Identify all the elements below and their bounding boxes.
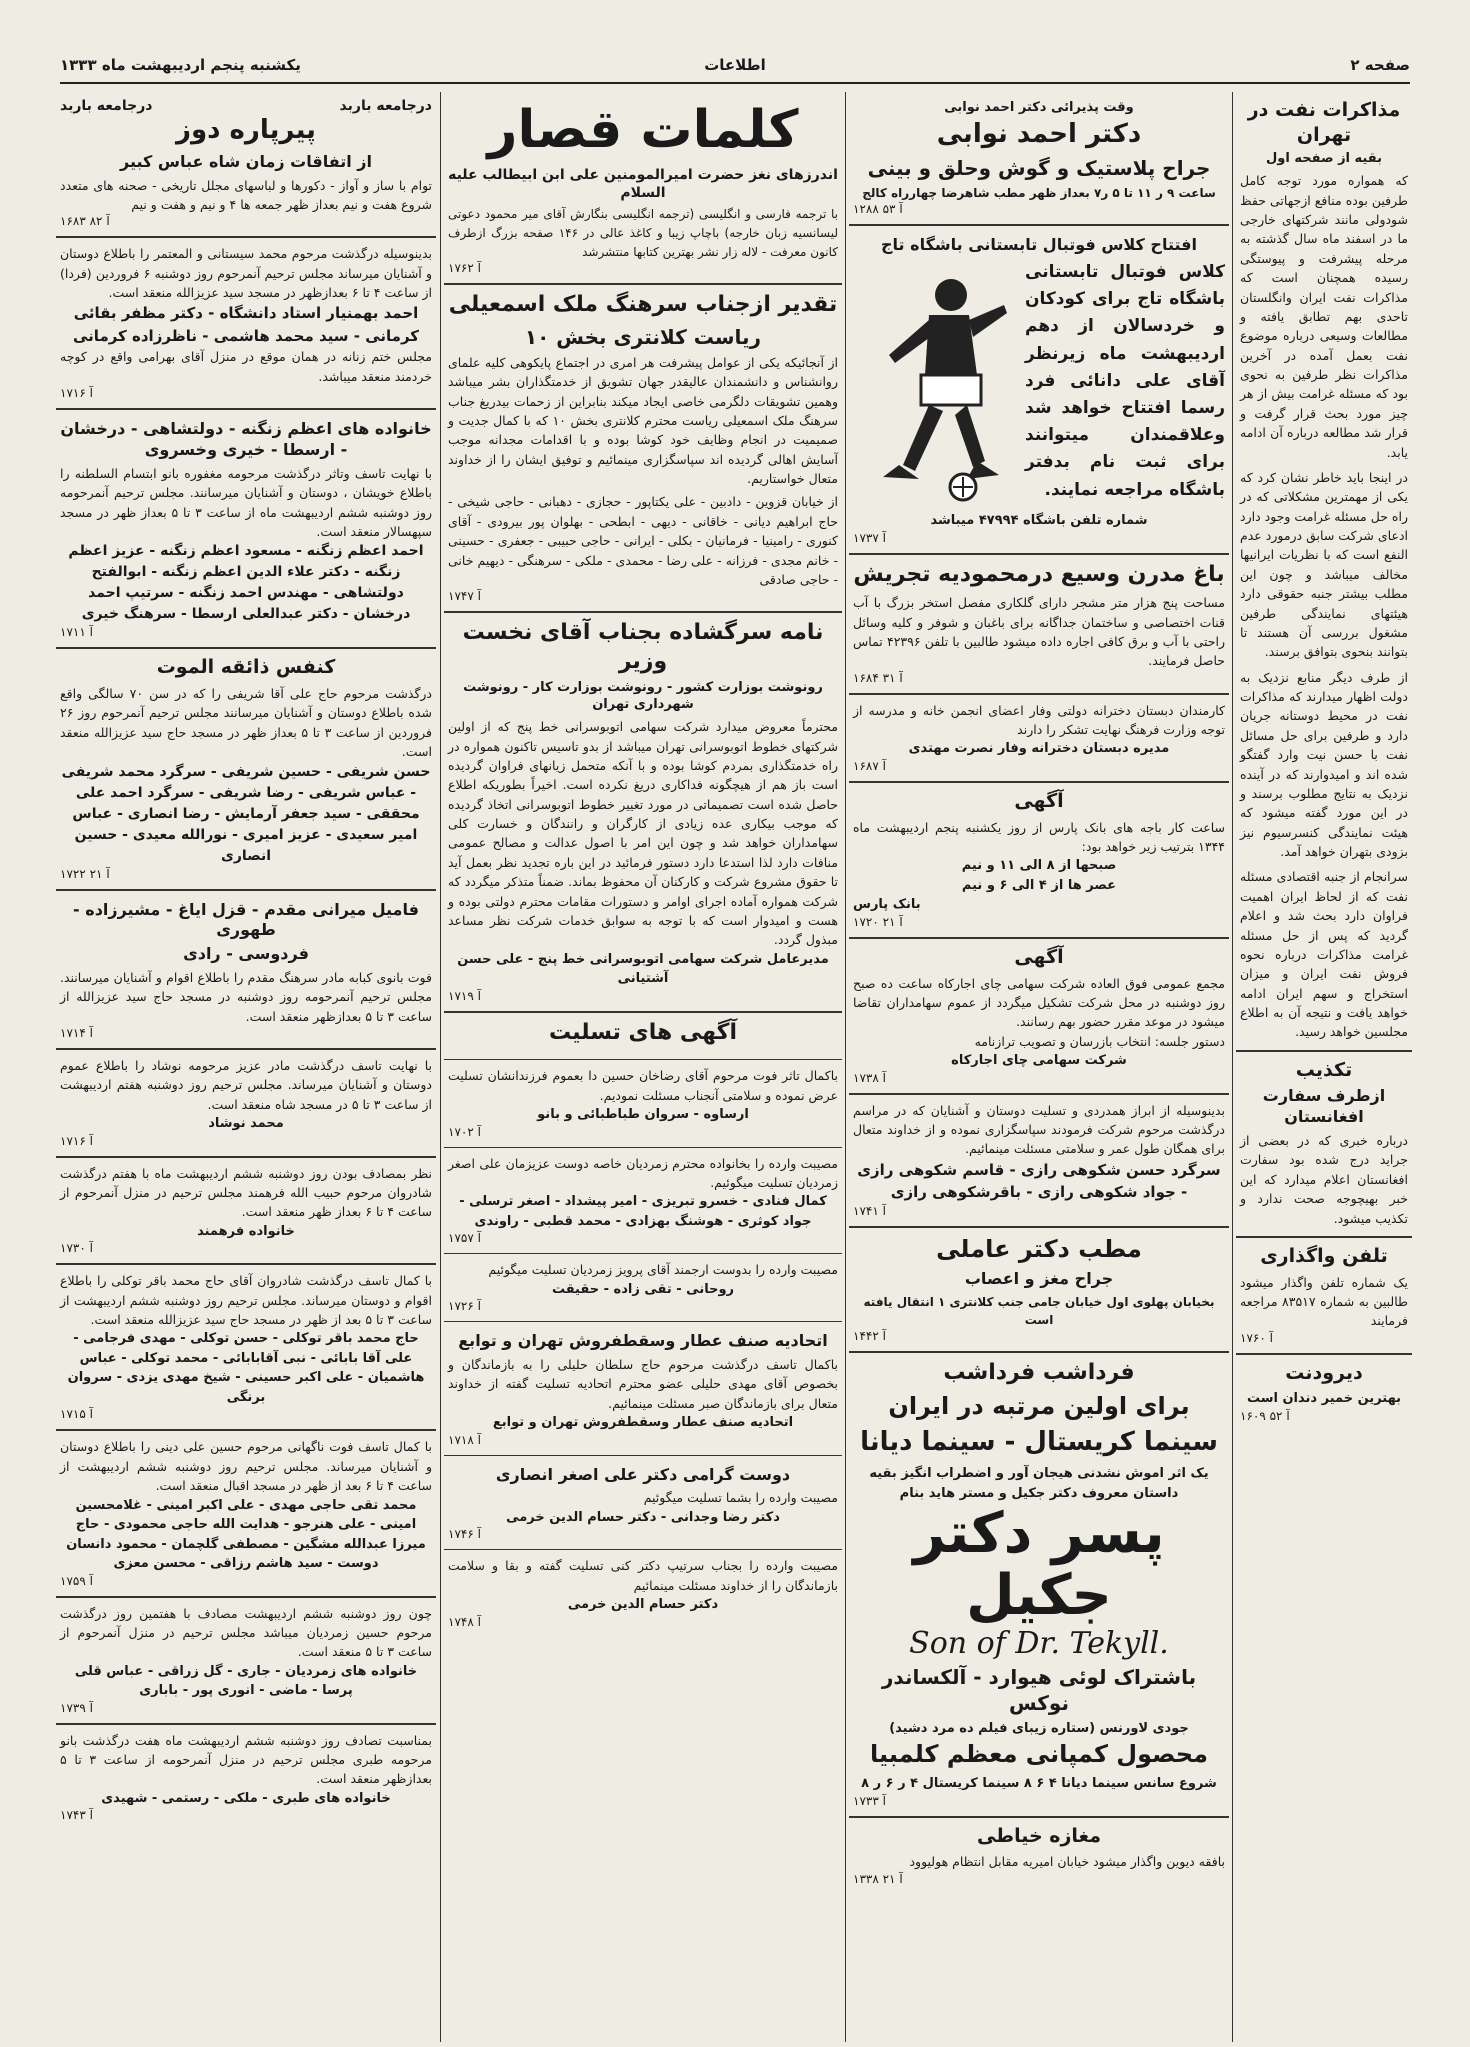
thanks-notice [849, 1095, 1229, 1228]
ad-code: ۱۷۴۳ آ [60, 1808, 93, 1823]
appreciation-subtitle: ریاست کلانتری بخش ۱۰ [524, 324, 762, 349]
oil-subtitle: بقیه از صفحه اول [1266, 151, 1382, 167]
book-subtitle: اندرزهای نغز حضرت امیرالمومنین علی ابن ابیطالب علیه السلام [448, 167, 838, 202]
obituary [56, 1158, 436, 1266]
book-ad [444, 92, 842, 285]
obituary-body: فوت بانوی کبابه مادر سرهنگ مقدم را باطلاع اقوام و آشنایان میرسانند. مجلس ترحیم آنمرحومه روز دوشنبه در مسجد حاج سید عزیزالله از ساعت ۳ تا ۵ بعدازظهر منعقد است. [60, 969, 432, 1024]
doctor-specialty: جراح پلاستیک و گوش وحلق و بینی [867, 156, 1211, 181]
ad-code: ۱۷۵۷ آ [448, 1231, 481, 1246]
footballer-illustration [859, 265, 1019, 505]
football-title: افتتاح کلاس فوتبال تابستانی باشگاه تاج [881, 235, 1197, 255]
oil-paragraph: در اینجا باید خاطر نشان کرد که یکی از مهمترین مشکلاتی که در راه حل مسئله غرامت وجود دارد ادعای شرکت سابق درمورد عدم النفع است که با نظریات ایرانیها مخالف میباشد و چون این مطلب بیشتر جنبه حقوقی دارد هیئتهای نمایندگی طرفین مشغول بررسی آن هستند تا بتوانند بنحوی بتوافق برسند. [1240, 469, 1408, 660]
ad-code: ۱۷۳۷ آ [853, 530, 886, 545]
obituary-names: خانواده های طبری - ملکی - رستمی - شهیدی [101, 1790, 391, 1806]
bank-signature: بانک پارس [853, 897, 921, 913]
obituary-names: حسن شریفی - حسین شریفی - سرگرد محمد شریفی - عباس شریفی - رضا شریفی - سرگرد احمد علی محققی - سید جعفر آرمایش - رضا انصاری - عباس امیر سعیدی - عزیز امیری - نورالله معیدی - حسین انصاری [61, 763, 431, 864]
ad-code: ۱۶۸۳ آ ۸۲ [60, 214, 110, 229]
obituary-title: فامیل میرانی مقدم - قزل ایاغ - مشیرزاده - طهوری [73, 899, 419, 940]
masthead [60, 52, 1410, 84]
condolence-signature: کمال فنادی - خسرو تبریزی - امیر پیشداد - اصغر ترسلی - جواد کوثری - هوشنگ بهزادی - محمد قطبی - راوندی [459, 1194, 827, 1229]
condolence-title: دوست گرامی دکتر علی اصغر انصاری [495, 1464, 791, 1484]
obituary-title2: فردوسی - رادی [183, 944, 309, 964]
obituary-body: با کمال تاسف درگذشت شادروان آقای حاج محمد باقر توکلی را باطلاع اقوام و دوستان میرساند. مجلس ترحیم روز دوشنبه ششم اردیبهشت از ساعت ۳ تا ۵ بعد از ظهر در مسجد حاج سید عزیزالله منعقد است. [60, 1273, 432, 1328]
condolence-notice [444, 1060, 842, 1147]
play-subtitle: از اتفاقات زمان شاه عباس کبیر [120, 151, 372, 171]
bank-title: آگهی [1014, 789, 1064, 812]
ad-code: ۱۷۳۸ آ [853, 1070, 886, 1085]
obituary-names: محمد تقی حاجی مهدی - علی اکبر امینی - غلامحسین امینی - علی هنرجو - هدایت الله حاجی محمودی - حاج میرزا عبدالله مشگین - مصطفی گلچمان - محمود دانسان دوست - سید هاشم رزاقی - محسن معزی [66, 1497, 426, 1572]
cinema-line2: سینما کریستال - سینما دیانا [860, 1427, 1218, 1458]
play-header [60, 98, 432, 114]
film-title-en: Son of Dr. Tekyll. [909, 1626, 1169, 1662]
column-oil [1236, 92, 1412, 2042]
letter-title: نامه سرگشاده بجناب آقای نخست وزیر [462, 620, 824, 674]
tailor-title: مغازه خیاطی [976, 1824, 1102, 1847]
appreciation-names: از خیابان قزوین - دادبین - علی یکتاپور - حجازی - دهبانی - حاجی شیخی - حاج ابراهیم دیانی - خاقانی - دیهی - ابطحی - بهلوان پور بیرودی - آقای کنوری - رامینیا - فرمانیان - بکلی - ایرانی - حاجی حبیبی - جعفری - حسینی - خانم مجدی - فرزانه - علی رضا - محمدی - ملکی - سرهنگی - دیهیم خانی - حاجی صادقی [448, 494, 838, 587]
oil-article [1236, 92, 1412, 1052]
garden-title: باغ مدرن وسیع درمحمودیه تجریش [853, 561, 1225, 587]
letter-body: محترماً معروض میدارد شرکت سهامی اتوبوسرانی خط پنج که از اولین شرکتهای خطوط اتوبوسرانی تهران میباشد از بدو تاسیس تاکنون همواره در راه خدمتگذاری بمردم کوشا بوده و با آنکه متحمل زیانهای فراوان گردیده است باز هم از هیچگونه فداکاری دریغ نکرده است. اخیراً بطوریکه اطلاع حاصل شده است تصمیماتی در مورد تغییر خطوط اتوبوسرانی اتخاذ گردیده که موجب بیکاری عده زیادی از کارگران و رانندگان و خسارت کلی سهامداران خواهد شد و چون این امر با اصول عدالت و مصالح عمومی منافات دارد لذا استدعا دارد دستور فرمائید در این باره تجدید نظر بعمل آید تا حقوق مشروع شرکت و کارکنان آن محفوظ بماند. ضمناً متذکر میگردد که شرکت همواره آماده اجرای اوامر و دستورات مقامات محترم دولتی بوده و هست و امیدوار است که با توجه به سوابق خدمات شرکت نظر مساعد مبذول گردد. [448, 719, 838, 948]
open-letter [444, 613, 842, 1012]
play-body: توام با ساز و آواز - دکورها و لباسهای مجلل تاریخی - صحنه های متعدد شروع هفت و نیم بعداز ظهر جمعه ها ۴ و نیم و هفت و نیم [60, 177, 432, 212]
condolence-body: باکمال تاسف درگذشت مرحوم حاج سلطان حلیلی را به بازماندگان و بخصوص آقای مهدی حلیلی عضو محترم اتحادیه تسلیت گفته از خداوند متعال برای بازماندگان صبر مسئلت مینمائیم. [448, 1356, 838, 1411]
condolence-signature: روحانی - تقی زاده - حقیقت [551, 1281, 735, 1297]
toothpaste-body: بهترین خمیر دندان است [1246, 1391, 1402, 1407]
tea-title: آگهی [1014, 945, 1064, 968]
tea-signature: شرکت سهامی چای اجارکاه [951, 1053, 1127, 1069]
garden-ad [849, 555, 1229, 695]
obituary-title: خانواده های اعظم زنگنه - دولتشاهی - درخشان - ارسطا - خیری وخسروی [60, 419, 432, 460]
phone-title: تلفن واگذاری [1260, 1244, 1388, 1267]
doctor-hours: ساعت ۹ ر ۱۱ تا ۵ ر۷ بعداز ظهر مطب شاهرضا چهارراه کالج [862, 186, 1216, 201]
ad-code: ۱۷۴۱ آ [853, 1203, 886, 1218]
ad-code: ۱۷۳۰ آ [60, 1241, 93, 1256]
condolence-notice [444, 1456, 842, 1551]
ad-code: ۱۷۱۶ آ [60, 386, 93, 401]
cinema-cast: باشتراک لوئی هیوارد - آلکساندر نوکس [881, 1665, 1197, 1716]
obituary-body: با نهایت تاسف درگذشت مادر عزیز مرحومه نوشاد را باطلاع عموم دوستان و آشنایان میرساند. مجلس ترحیم روز دوشنبه هفتم اردیبهشت از ساعت ۳ تا ۵ در مسجد شاه منعقد است. [60, 1058, 432, 1112]
denial-subtitle: ازطرف سفارت افغانستان [1262, 1086, 1386, 1127]
appreciation-title: تقدیر ازجناب سرهنگ ملک اسمعیلی [448, 292, 838, 318]
obituary [56, 1050, 436, 1158]
obituary [56, 649, 436, 890]
obituary-title: کنفس ذائقه الموت [156, 656, 336, 679]
obituary-names: احمد بهمنیار استاد دانشگاه - دکتر مظفر بقائی کرمانی - سید محمد هاشمی - ناظرزاده کرمانی [73, 304, 419, 345]
obituary-body: درگذشت مرحوم حاج علی آقا شریفی را که در سن ۷۰ سالگی واقع شده باطلاع دوستان و آشنایان میرسانند مجلس ترحیم آنمرحوم روز ۲۶ فروردین از ساعت ۳ تا ۵ بعداز ظهر در مسجد حاج سید عزیزالله منعقد است. [60, 686, 433, 760]
ad-code: ۱۶۰۹ آ ۵۲ [1240, 1408, 1290, 1423]
condolence-body: مصیبت وارده را بجناب سرتیپ دکتر کنی تسلیت گفته و بقا و سلامت بازماندگان را از خداوند مسئلت مینمائیم [448, 1558, 838, 1593]
play-header-right: درجامعه باربد [339, 98, 432, 114]
newspaper-name: اطلاعات [704, 56, 766, 74]
ad-code: ۱۷۱۹ آ [448, 988, 481, 1003]
ad-code: ۱۷۲۲ آ ۲۱ [60, 866, 110, 881]
tea-agenda: دستور جلسه: انتخاب بازرسان و تصویب ترازنامه [974, 1033, 1225, 1049]
phone-ad [1236, 1238, 1412, 1355]
ad-code: ۱۷۱۵ آ [60, 1407, 93, 1422]
bank-morning: صبحها از ۸ الی ۱۱ و نیم [961, 858, 1117, 874]
football-body: کلاس فوتبال تابستانی باشگاه تاج برای کودکان و خردسالان از دهم اردیبهشت ماه زیرنظر آقای علی دانائی فرد رسما افتتاح خواهد شد وعلاقمندان میتوانند برای ثبت نام بدفتر باشگاه مراجعه نمایند. [1025, 262, 1225, 500]
ad-code: ۱۷۴۶ آ [448, 1527, 481, 1542]
condolence-body: مصیبت وارده را بدوست ارجمند آقای پرویز زمردیان تسلیت میگوئیم [488, 1262, 838, 1278]
condolence-signature: دکتر حسام الدین خرمی [567, 1597, 719, 1613]
page-number: صفحه ۲ [1350, 56, 1410, 74]
obituary-extra: مجلس ختم زنانه در همان موقع در منزل آقای بهرامی واقع در کوچه خردمند منعقد میباشد. [60, 349, 432, 384]
oil-paragraph: از طرف دیگر منابع نزدیک به دولت اظهار میدارند که مذاکرات نفت در محیط دوستانه جریان دارد و طرفین برای حل مسائل نفت با حسن نیت وارد گفتگو شده اند و امیدوارند که در آینده نزدیک به نتایج مطلوب برسند و در این مورد گفته میشود که هیئت نمایندگی کنسرسیوم نیز بزودی بتهران خواهد آمد. [1240, 669, 1408, 860]
bank-evening: عصر ها از ۴ الی ۶ و نیم [961, 877, 1117, 893]
obituary [56, 1431, 436, 1597]
ad-code: ۱۷۱۱ آ [60, 625, 93, 640]
obituary-names: خانواده های زمردیان - جاری - گل زراقی - عباس قلی پرسا - ماضی - انوری پور - باباری [74, 1663, 418, 1699]
phone-body: یک شماره تلفن واگذار میشود طالبین به شماره ۸۳۵۱۷ مراجعه فرمایند [1240, 1274, 1408, 1329]
book-title: کلمات قصار [487, 100, 799, 160]
column-obituaries [56, 92, 436, 2042]
obituary-signature: خانواده فرهمند [197, 1223, 295, 1239]
ad-code: ۱۷۴۷ آ [448, 589, 481, 604]
condolence-signature: ارساوه - سروان طباطبائی و بانو [537, 1107, 749, 1123]
obituary [56, 410, 436, 649]
column-notices [444, 92, 842, 2042]
ad-code: ۱۷۱۴ آ [60, 1026, 93, 1041]
oil-title: مذاکرات نفت در تهران [1247, 99, 1401, 146]
ad-code: ۱۷۴۸ آ [448, 1614, 481, 1629]
letter-subtitle: رونوشت بوزارت کشور - رونوشت بوزارت کار - رونوشت شهرداری تهران [463, 680, 823, 713]
book-body: با ترجمه فارسی و انگلیسی (ترجمه انگلیسی بنگارش آقای میر محمود دعوتی لیسانسیه زبان خارجه) باچاپ زیبا و کاغذ عالی در ۱۴۶ صفحه بزرگ ازطرف کانون معرفت - لاله زار نشر بهترین کتابها منتشرشد [448, 207, 838, 259]
ad-code: ۱۷۲۶ آ [448, 1299, 481, 1314]
cinema-cast2: جودی لاورنس (ستاره زیبای فیلم ده مرد دشید) [889, 1721, 1189, 1737]
thanks-body: بدینوسیله از ابراز همدردی و تسلیت دوستان و آشنایان که در مراسم درگذشت مرحوم شرکت فرمودند سپاسگزاری نموده و از خداوند متعال برای همگان طول عمر و سلامتی مسئلت مینمائیم. [853, 1102, 1225, 1157]
play-header-left: درجامعه باربد [60, 98, 153, 114]
ad-code: ۱۳۳۸ آ ۲۱ [853, 1871, 903, 1886]
obituary [56, 238, 436, 410]
teachers-notice [849, 695, 1229, 783]
obituary-body: چون روز دوشنبه ششم اردیبهشت مصادف با هفتمین روز درگذشت مرحوم حسین زمردیان میباشد مجلس ترحیم در منزل آنمرحوم از ساعت ۳ تا ۵ منعقد است. [60, 1605, 432, 1660]
column-ads [849, 92, 1229, 2042]
ad-code: ۱۷۰۲ آ [448, 1124, 481, 1139]
teachers-signature: مدیره دبستان دخترانه وفار نصرت مهتدی [908, 741, 1170, 757]
cinema-line1: برای اولین مرتبه در ایران [888, 1392, 1190, 1421]
tailor-ad [849, 1818, 1229, 1894]
cinema-top: فرداشب فرداشب [943, 1359, 1135, 1385]
oil-paragraph: سرانجام از جنبه اقتصادی مسئله نفت که از لحاظ ایران اهمیت فراوان دارد بحث شد و اعلام گردید که پس از حل مسئله غرامت مذاکرات درباره نحوه فروش نفت ایران و میزان استخراج و سهم ایران ادامه خواهد یافت و نتیجه آن به اطلاع مجلسین خواهد رسید. [1240, 869, 1408, 1040]
cinema-producer: محصول کمپانی معظم کلمبیا [870, 1739, 1208, 1768]
bank-body: ساعت کار باجه های بانک پارس از روز یکشنبه پنجم اردیبهشت ماه ۱۳۴۴ بترتیب زیر خواهد بود: [853, 819, 1225, 854]
doctor-ad [849, 92, 1229, 226]
ad-code: ۱۷۱۶ آ [60, 1133, 93, 1148]
obituary-body: با نهایت تاسف وتاثر درگذشت مرحومه مغفوره بانو ابتسام السلطنه را باطلاع خویشان ، دوستان و آشنایان میرسانند. مجلس ترحیم آنمرحومه روز دوشنبه ششم اردیبهشت ماه از ساعت ۳ تا ۵ بعداز ظهر در مسجد سپهسالار منعقد است. [60, 465, 433, 539]
ad-code: ۱۷۲۰ آ ۲۱ [853, 914, 903, 929]
ad-code: ۱۷۳۳ آ [853, 1793, 886, 1808]
ad-code: ۱۷۶۲ آ [448, 261, 481, 276]
thanks-signature: سرگرد حسن شکوهی رازی - قاسم شکوهی رازی - جواد شکوهی رازی - باقرشکوهی رازی [857, 1160, 1221, 1202]
column-divider [845, 92, 846, 2042]
condolence-header: آگهی های تسلیت [548, 1019, 737, 1045]
condolence-notice [444, 1550, 842, 1636]
appreciation-notice [444, 285, 842, 613]
oil-paragraph: که همواره مورد توجه کامل طرفین بوده منافع ازجهاتی حفظ شودولی مانند شرکتهای خارجی ما در اسفند ماه سال گذشته به مرحله پیشرفت و پیوستگی رسیده همچنان است که مذاکرات نفت ایران وانگلستان تاحدی بهم تطابق یافته و مطالعات وسیعی درباره موضوع نفت بعمل آمده در آخرین مذاکرات نظر طرفین به نحوی بود که مسئله غرامت بیش از هر چیز مورد بحث قرار گرفت و قرار شد مطالعه درباره آن ادامه یابد. [1240, 173, 1408, 460]
condolence-body: مصیبت وارده را بشما تسلیت میگوئیم [643, 1490, 838, 1506]
play-ad [56, 92, 436, 238]
obituary-signature: محمد نوشاد [208, 1116, 284, 1132]
ad-code: ۱۷۳۹ آ [60, 1700, 93, 1715]
condolence-notice [444, 1148, 842, 1255]
garden-body: مساحت پنج هزار متر مشجر دارای گلکاری مفصل استخر بزرگ با آب قنات اختصاصی و ساختمان جداگانه برای باغبان و شوفر و کلیه وسائل راحتی با آب و برق کافی اجاره داده میشود طالبین با تلفن ۴۲۳۹۶ تماس حاصل فرمایند. [853, 595, 1225, 669]
condolence-header-box [444, 1013, 842, 1061]
condolence-body: باکمال تاثر فوت مرحوم آقای رضاخان حسین دا بعموم فرزندانشان تسلیت عرض نموده و سلامتی آنجناب مسئلت نمودیم. [448, 1068, 838, 1103]
film-title-fa: پسر دکتر جکیل [913, 1501, 1165, 1628]
condolence-signature: دکتر رضا وجدانی - دکتر حسام الدین خرمی [506, 1509, 780, 1525]
football-phone: شماره تلفن باشگاه ۴۷۹۹۴ میباشد [930, 513, 1148, 529]
ad-code: ۱۷۶۰ آ [1240, 1330, 1273, 1345]
obituary [56, 1265, 436, 1431]
cinema-ad [849, 1353, 1229, 1818]
doctor-header: وقت پذیرائی دکتر احمد نوابی [944, 100, 1134, 115]
ad-code: ۱۶۸۴ آ ۳۱ [853, 670, 903, 685]
bank-ad [849, 783, 1229, 939]
cinema-times: شروع سانس سینما دیانا ۴ ۶ ۸ سینما کریستال ۴ ر ۶ ر ۸ [861, 1776, 1217, 1792]
ad-code: ۱۶۸۷ آ [853, 758, 886, 773]
column-divider [1232, 92, 1233, 2042]
toothpaste-ad [1236, 1355, 1412, 1431]
condolence-signature: اتحادیه صنف عطار وسقطفروش تهران و توابع [492, 1415, 794, 1431]
clinic-ad [849, 1228, 1229, 1353]
obituary-names: حاج محمد باقر توکلی - حسن توکلی - مهدی فرجامی - علی آقا بابائی - نبی آقابابائی - محمد توکلی - عباس هاشمیان - علی اکبر حسینی - شیخ مهدی یزدی - سروان برنگی [67, 1331, 425, 1405]
denial-title: تکذیب [1295, 1058, 1353, 1081]
condolence-body: مصیبت وارده را بخانواده محترم زمردیان خاصه دوست عزیزمان علی اصغر زمردیان تسلیت میگوئیم. [448, 1155, 838, 1190]
condolence-notice [444, 1322, 842, 1455]
condolence-notice [444, 1254, 842, 1322]
ad-code: ۱۲۸۸ آ ۵۳ [853, 202, 903, 217]
obituary-body: با کمال تاسف فوت ناگهانی مرحوم حسین علی دینی را باطلاع دوستان و آشنایان میرساند. مجلس ترحیم روز دوشنبه ششم اردیبهشت از ساعت ۴ تا ۶ بعد از ظهر در مسجد اقبال منعقد است. [60, 1439, 432, 1494]
column-divider [440, 92, 441, 2042]
cinema-line3: یک اثر اموش نشدنی هیجان آور و اضطراب انگیز بقیه داستان معروف دکتر جکیل و مستر هاید بنام [869, 1466, 1209, 1501]
clinic-address: بخیابان پهلوی اول خیابان جامی جنب کلانتری ۱ انتقال یافته است [863, 1294, 1215, 1327]
tea-company-ad [849, 939, 1229, 1095]
tailor-body: بافقه دیوین واگذار میشود خیابان امیریه مقابل انتظام هولیوود [909, 1854, 1225, 1870]
play-title: پیرپاره دوز [176, 115, 316, 145]
appreciation-body: از آنجائیکه یکی از عوامل پیشرفت هر امری در اجتماع پایکوهی کلیه علمای روانشناس و دانشمندان عالیقدر جهان تشویق از خدمتگذاران بشر میباشد وهمین تشویقات دلگرمی خاصی ایجاد میکند بنابراین از زحمات بیدریغ جناب سرهنگ ملک اسمعیلی ریاست محترم کلانتری بخش ۱۰ که با کمال جدیت و صمیمیت در انجام وظایف خود کوشا بوده و با اقدامات مجدانه موجب آسایش اهالی گردیده اند سپاسگزاری مینمائیم و توفیق ایشان را از خداوند متعال خواستاریم. [448, 354, 839, 486]
ad-code: ۱۴۴۲ آ [853, 1328, 886, 1343]
obituary [56, 891, 436, 1051]
letter-signature: مدیرعامل شرکت سهامی اتوبوسرانی خط پنج - علی حسن آشتیانی [457, 951, 829, 987]
teachers-body: کارمندان دبستان دخترانه دولتی وفار اعضای انجمن خانه و مدرسه از توجه وزارت فرهنگ نهایت تشکر را دارند [853, 702, 1225, 738]
tea-body: مجمع عمومی فوق العاده شرکت سهامی چای اجارکاه ساعت ده صبح روز دوشنبه در محل شرکت تشکیل میگردد از عموم سهامداران تقاضا میشود در موعد مقرر حضور بهم رسانند. [853, 975, 1225, 1030]
ad-code: ۱۷۱۸ آ [448, 1432, 481, 1447]
ad-code: ۱۷۵۹ آ [60, 1573, 93, 1588]
obituary [56, 1725, 436, 1831]
obituary-body: نظر بمصادف بودن روز دوشنبه ششم اردیبهشت ماه با هفتم درگذشت شادروان مرحوم حبیب الله فرهمند مجلس ترحیم در منزل آنمرحوم از ساعت ۴ تا ۶ بعداز ظهر منعقد است. [60, 1165, 432, 1220]
toothpaste-title: دیرودنت [1285, 1361, 1363, 1384]
clinic-specialty: جراح مغز و اعصاب [964, 1268, 1114, 1288]
obituary-body: بمناسبت تصادف روز دوشنبه ششم اردیبهشت ماه هفت درگذشت بانو مرحومه طبری مجلس ترحیم در منزل آنمرحومه از ساعت ۳ تا ۵ بعدازظهر منعقد است. [60, 1732, 432, 1787]
obituary-body: بدینوسیله درگذشت مرحوم محمد سیستانی و المعتمر را باطلاع دوستان و آشنایان میرساند مجلس ترحیم آنمرحوم روز دوشنبه ۶ فروردین (فردا) از ساعت ۴ تا ۶ بعدازظهر در مسجد سید عزیزالله منعقد است. [60, 246, 432, 301]
issue-date: یکشنبه پنجم اردیبهشت ماه ۱۳۳۳ [60, 56, 301, 74]
obituary-names: احمد اعظم زنگنه - مسعود اعظم زنگنه - عزیز اعظم زنگنه - دکتر علاء الدین اعظم زنگنه - ابوالفتح دولتشاهی - مهندس احمد زنگنه - سرتیپ احمد درخشان - دکتر عبدالعلی ارسطا - سرهنگ خیری [68, 543, 424, 623]
condolence-title: اتحادیه صنف عطار وسقطفروش تهران و توابع [458, 1331, 828, 1351]
football-ad [849, 226, 1229, 554]
clinic-title: مطب دکتر عاملی [936, 1234, 1142, 1263]
denial-notice [1236, 1052, 1412, 1238]
doctor-name: دکتر احمد نوابی [936, 118, 1142, 149]
obituary [56, 1598, 436, 1725]
denial-body: درباره خبری که در بعضی از جراید درج شده بود سفارت افغانستان اعلام میدارد که این خبر بهیچوجه صحت ندارد و تکذیب میشود. [1240, 1133, 1408, 1226]
